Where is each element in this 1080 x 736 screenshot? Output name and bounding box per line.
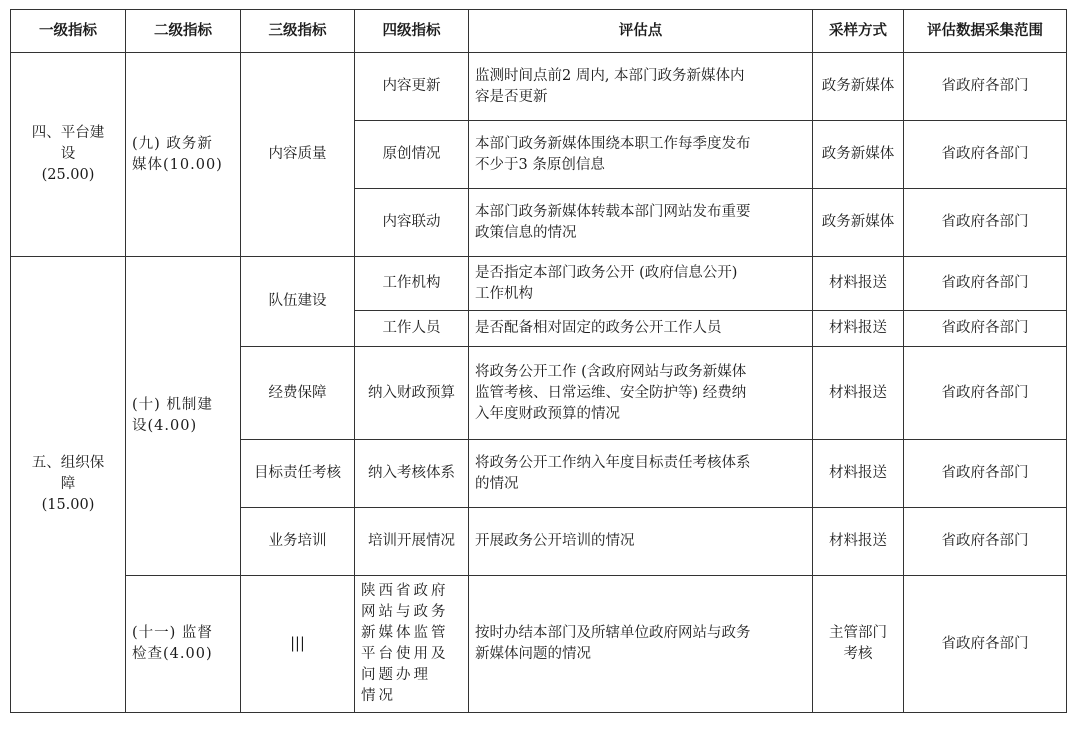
sampling-method-cell: 主管部门 考核 [813, 576, 904, 713]
table-row [11, 257, 1067, 311]
level4-cell: 纳入考核体系 [355, 440, 469, 508]
header-level4: 四级指标 [355, 10, 469, 53]
level4-cell: 原创情况 [355, 121, 469, 189]
level3-cell: ||| [241, 576, 355, 713]
collection-scope-cell: 省政府各部门 [904, 508, 1067, 576]
sampling-method-cell: 政务新媒体 [813, 189, 904, 257]
assessment-point-cell: 将政务公开工作纳入年度目标责任考核体系 的情况 [469, 440, 813, 508]
collection-scope-cell: 省政府各部门 [904, 440, 1067, 508]
collection-scope-cell: 省政府各部门 [904, 121, 1067, 189]
level3-cell: 经费保障 [241, 347, 355, 440]
level2-cell: (十) 机制建 设(4.00) [126, 257, 241, 576]
level4-cell: 内容更新 [355, 53, 469, 121]
sampling-method-cell: 材料报送 [813, 311, 904, 347]
level3-cell: 业务培训 [241, 508, 355, 576]
sampling-method-cell: 材料报送 [813, 508, 904, 576]
level2-cell: (九) 政务新 媒体(10.00) [126, 53, 241, 257]
level4-cell: 内容联动 [355, 189, 469, 257]
level4-cell: 培训开展情况 [355, 508, 469, 576]
header-level3: 三级指标 [241, 10, 355, 53]
collection-scope-cell: 省政府各部门 [904, 347, 1067, 440]
table-row [11, 53, 1067, 121]
collection-scope-cell: 省政府各部门 [904, 189, 1067, 257]
level3-cell: 内容质量 [241, 53, 355, 257]
assessment-point-cell: 是否指定本部门政务公开 (政府信息公开) 工作机构 [469, 257, 813, 311]
sampling-method-cell: 材料报送 [813, 347, 904, 440]
header-assessment-point: 评估点 [469, 10, 813, 53]
collection-scope-cell: 省政府各部门 [904, 311, 1067, 347]
level3-cell: 队伍建设 [241, 257, 355, 347]
assessment-point-cell: 将政务公开工作 (含政府网站与政务新媒体 监管考核、日常运维、安全防护等) 经费纳 入年度财政预算的情况 [469, 347, 813, 440]
level3-cell: 目标责任考核 [241, 440, 355, 508]
level4-cell: 陕西省政府 网站与政务 新媒体监管 平台使用及 问题办理 情况 [355, 576, 469, 713]
evaluation-table [10, 9, 1067, 713]
level2-cell: (十一) 监督 检查(4.00) [126, 576, 241, 713]
assessment-point-cell: 本部门政务新媒体围绕本职工作每季度发布 不少于3 条原创信息 [469, 121, 813, 189]
header-level1: 一级指标 [11, 10, 126, 53]
sampling-method-cell: 材料报送 [813, 440, 904, 508]
sampling-method-cell: 政务新媒体 [813, 121, 904, 189]
header-sampling-method: 采样方式 [813, 10, 904, 53]
table-row [11, 576, 1067, 713]
header-collection-scope: 评估数据采集范围 [904, 10, 1067, 53]
assessment-point-cell: 本部门政务新媒体转载本部门网站发布重要 政策信息的情况 [469, 189, 813, 257]
assessment-point-cell: 按时办结本部门及所辖单位政府网站与政务 新媒体问题的情况 [469, 576, 813, 713]
assessment-point-cell: 监测时间点前2 周内, 本部门政务新媒体内 容是否更新 [469, 53, 813, 121]
header-row [11, 10, 1067, 53]
level4-cell: 工作人员 [355, 311, 469, 347]
level1-cell: 四、平台建 设 (25.00) [11, 53, 126, 257]
assessment-point-cell: 是否配备相对固定的政务公开工作人员 [469, 311, 813, 347]
header-level2: 二级指标 [126, 10, 241, 53]
collection-scope-cell: 省政府各部门 [904, 257, 1067, 311]
level4-cell: 纳入财政预算 [355, 347, 469, 440]
assessment-point-cell: 开展政务公开培训的情况 [469, 508, 813, 576]
sampling-method-cell: 材料报送 [813, 257, 904, 311]
collection-scope-cell: 省政府各部门 [904, 53, 1067, 121]
level4-cell: 工作机构 [355, 257, 469, 311]
sampling-method-cell: 政务新媒体 [813, 53, 904, 121]
level1-cell: 五、组织保 障 (15.00) [11, 257, 126, 713]
collection-scope-cell: 省政府各部门 [904, 576, 1067, 713]
